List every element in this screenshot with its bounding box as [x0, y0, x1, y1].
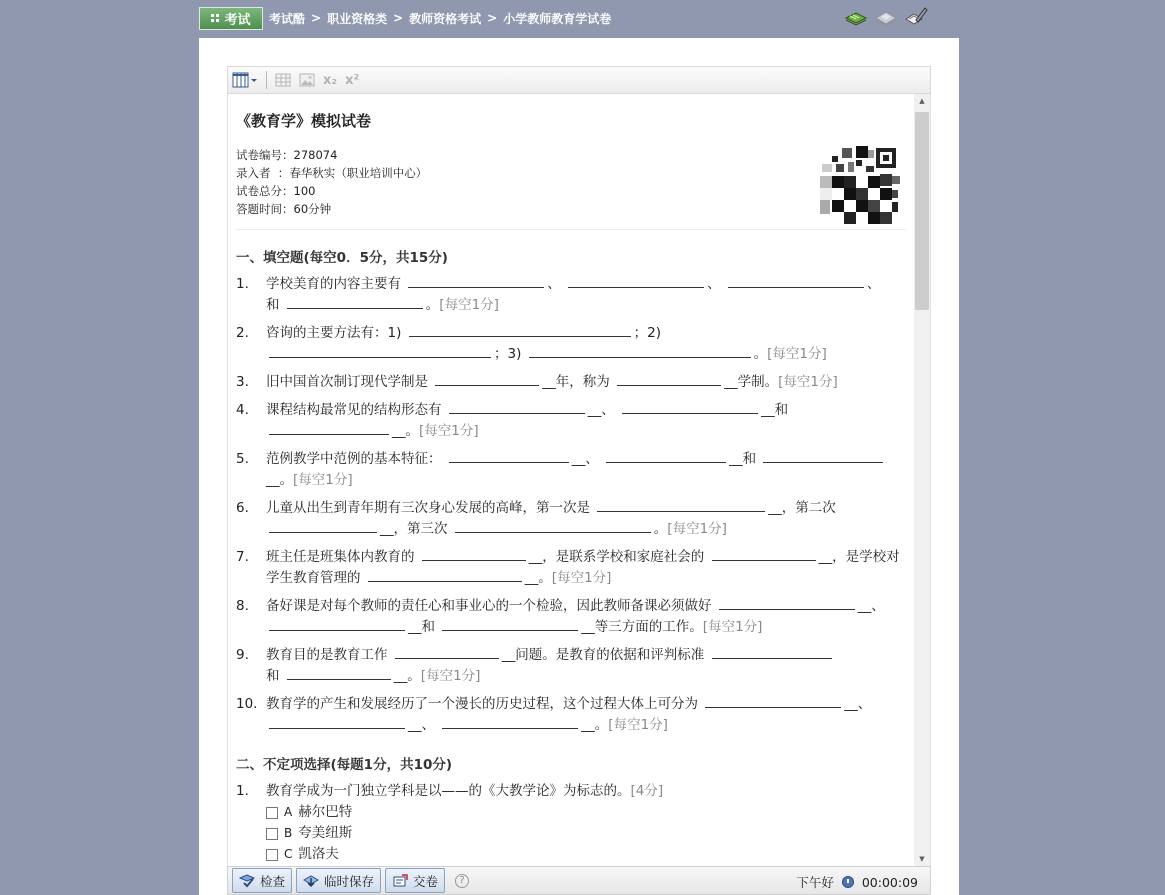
top-icon-group [844, 5, 928, 27]
option-checkbox[interactable] [266, 828, 278, 840]
answer-blank[interactable] [287, 295, 423, 309]
insert-image-button[interactable] [299, 71, 315, 89]
exam-paper [199, 38, 959, 895]
option-c[interactable]: C 凯洛夫 [266, 844, 906, 865]
table-icon [275, 73, 291, 87]
question-6: 6. 儿童从出生到青年期有三次身心发展的高峰，第一次是 __，第二次 __，第三次 。[每空1分] [236, 500, 836, 537]
answer-blank[interactable] [269, 344, 491, 358]
answer-blank[interactable] [395, 645, 499, 659]
option-b[interactable]: B 夸美纽斯 [266, 823, 906, 844]
breadcrumb-item-current[interactable]: 小学教师教育学试卷 [503, 11, 612, 26]
answer-blank[interactable] [449, 449, 569, 463]
meta-id-row: 试卷编号：278074 [236, 148, 338, 162]
insert-table-button[interactable] [275, 71, 291, 89]
section-title-fill-blank: 一、填空题(每空0．5分，共15分) [236, 250, 448, 266]
question-number: 10. [236, 696, 258, 712]
answer-blank[interactable] [728, 274, 864, 288]
question-number: 3. [236, 374, 249, 390]
meta-time-row: 答题时间：60分钟 [236, 202, 332, 216]
columns-icon [232, 72, 258, 88]
help-icon[interactable]: ? [455, 874, 469, 888]
score-label: [每空1分] [767, 346, 827, 362]
answer-blank[interactable] [442, 715, 578, 729]
answer-blank[interactable] [422, 547, 526, 561]
score-label: [每空1分] [293, 472, 353, 488]
answer-blank[interactable] [763, 449, 883, 463]
answer-blank[interactable] [408, 274, 544, 288]
image-icon [299, 73, 315, 87]
breadcrumb-item-subcategory[interactable]: 教师资格考试 [409, 11, 482, 26]
question-number: 2. [236, 325, 249, 341]
submit-button[interactable]: 交卷 [385, 868, 445, 893]
question-number: 4. [236, 402, 249, 418]
meta-author-row: 录入者 ：春华秋实（职业培训中心） [236, 166, 428, 180]
scrollbar-thumb[interactable] [915, 112, 929, 310]
answer-blank[interactable] [449, 400, 585, 414]
answer-blank[interactable] [269, 421, 389, 435]
superscript-button[interactable]: x² [345, 72, 360, 88]
score-label: [每空1分] [420, 668, 481, 684]
answer-blank[interactable] [269, 519, 377, 533]
question-7: 7. 班主任是班集体内教育的 __，是联系学校和家庭社会的 __，是学校对学生教育管理的 __。[每空1分] [236, 549, 900, 586]
save-icon [303, 874, 319, 888]
exam-home-button[interactable] [199, 7, 263, 30]
top-bar [199, 6, 931, 30]
answer-blank[interactable] [622, 400, 758, 414]
breadcrumb-separator: > [487, 11, 498, 25]
submit-icon [392, 874, 408, 888]
question-number: 9. [236, 647, 249, 663]
score-label: [每空1分] [551, 570, 612, 586]
question-4: 4. 课程结构最常见的结构形态有 __、 __和 __。[每空1分] [236, 402, 789, 439]
question-number: 1. [236, 783, 249, 799]
score-label: [每空1分] [608, 717, 668, 733]
answer-blank[interactable] [606, 449, 726, 463]
question-number: 5. [236, 451, 249, 467]
vertical-scrollbar[interactable] [914, 94, 930, 866]
question-number: 1. [236, 276, 249, 292]
subscript-button[interactable]: x₂ [323, 72, 338, 88]
answer-blank[interactable] [712, 547, 816, 561]
score-label: [每空1分] [439, 297, 499, 313]
answer-blank[interactable] [617, 372, 721, 386]
answer-blank[interactable] [287, 666, 391, 680]
answer-blank[interactable] [712, 645, 832, 659]
question-3: 3. 旧中国首次制订现代学制是 __年，称为 __学制。[每空1分] [236, 372, 906, 393]
answer-blank[interactable] [368, 568, 522, 582]
question-9: 9. 教育目的是教育工作 __问题。是教育的依据和评判标准 和 __。[每空1分] [236, 645, 906, 687]
answer-blank[interactable] [568, 274, 704, 288]
temp-save-button[interactable]: 临时保存 [296, 868, 381, 893]
mc-question-1: 1. 教育学成为一门独立学科是以——的《大教学论》为标志的。[4分] A 赫尔巴特 B 夸美纽斯 C 凯洛夫 [236, 781, 906, 865]
paper-meta [236, 146, 427, 218]
breadcrumb-separator: > [311, 11, 322, 25]
scroll-up-icon[interactable]: ▲ [919, 97, 925, 105]
answer-blank[interactable] [597, 498, 765, 512]
answer-blank[interactable] [435, 372, 539, 386]
clock-icon [842, 876, 854, 888]
answer-blank[interactable] [455, 519, 651, 533]
exam-home-label: 考试 [224, 12, 251, 28]
breadcrumb-separator: > [393, 11, 404, 25]
question-8: 8. 备好课是对每个教师的责任心和事业心的一个检验，因此教师备课必须做好 __、 __和 __等三方面的工作。[每空1分] [236, 598, 885, 635]
option-checkbox[interactable] [266, 849, 278, 861]
score-label: [4分] [630, 783, 664, 799]
question-10: 10. 教育学的产生和发展经历了一个漫长的历史过程，这个过程大体上可分为 __、 __、 __。[每空1分] [236, 696, 872, 733]
meta-total-row: 试卷总分：100 [236, 184, 316, 198]
elapsed-timer: 00:00:09 [861, 874, 918, 890]
answer-blank[interactable] [409, 323, 631, 337]
toolbar-divider [266, 71, 267, 89]
question-2: 2. 咨询的主要方法有：1) ；2) ；3) 。[每空1分] [236, 325, 827, 362]
check-icon [239, 874, 255, 888]
breadcrumb-item-home[interactable]: 考试酷 [269, 11, 306, 26]
greeting-text: 下午好 [796, 875, 834, 890]
columns-dropdown-button[interactable] [232, 71, 258, 89]
grid-icon [211, 14, 219, 22]
paper-scroll-area[interactable] [227, 94, 931, 866]
score-label: [每空1分] [778, 374, 838, 390]
check-button[interactable]: 检查 [232, 868, 292, 893]
question-number: 6. [236, 500, 249, 516]
question-1: 1. 学校美育的内容主要有 、 、 、 和 。[每空1分] [236, 276, 881, 313]
meta-divider [236, 229, 906, 230]
breadcrumb-item-category[interactable]: 职业资格类 [327, 11, 388, 26]
open-book-icon[interactable] [844, 5, 868, 27]
option-a[interactable]: A 赫尔巴特 [266, 802, 906, 823]
bottom-toolbar [227, 866, 931, 895]
score-label: [每空1分] [667, 521, 727, 537]
question-number: 8. [236, 598, 249, 614]
scroll-down-icon[interactable]: ▼ [919, 855, 925, 863]
answer-blank[interactable] [719, 596, 855, 610]
qr-code-image [818, 146, 900, 226]
question-number: 7. [236, 549, 249, 565]
answer-blank[interactable] [269, 715, 405, 729]
answer-blank[interactable] [442, 617, 578, 631]
option-checkbox[interactable] [266, 807, 278, 819]
question-5: 5. 范例教学中范例的基本特征： __、 __和 __。[每空1分] [236, 449, 906, 491]
edit-pencil-icon[interactable] [904, 5, 928, 27]
section-title-multiple-choice: 二、不定项选择(每题1分，共10分) [236, 757, 453, 773]
answer-blank[interactable] [269, 617, 405, 631]
answer-blank[interactable] [705, 694, 841, 708]
timer-area [796, 873, 918, 891]
answer-blank[interactable] [529, 344, 751, 358]
print-icon[interactable] [874, 5, 898, 27]
editor-toolbar [227, 66, 931, 94]
score-label: [每空1分] [419, 423, 479, 439]
score-label: [每空1分] [702, 619, 763, 635]
breadcrumb [269, 10, 611, 27]
paper-title: 《教育学》模拟试卷 [236, 112, 372, 130]
